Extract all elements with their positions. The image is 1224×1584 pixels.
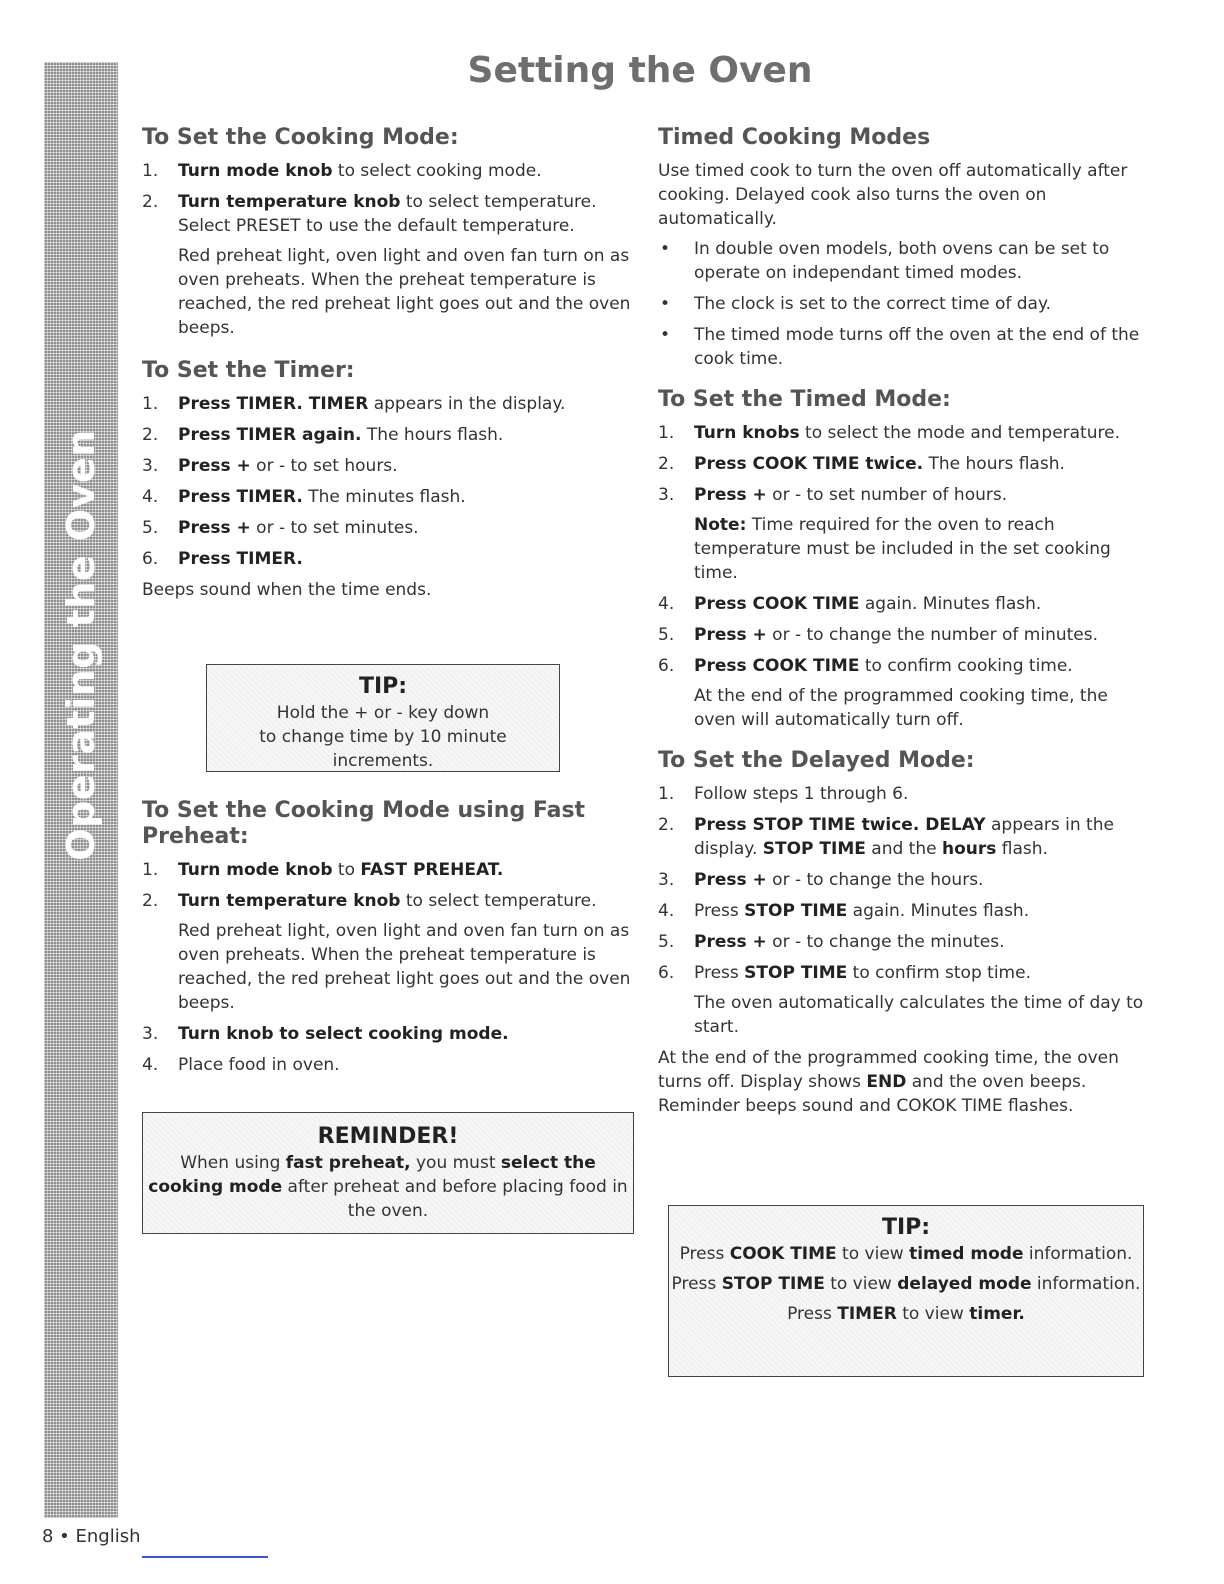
- tip-text-part: to view: [896, 1304, 970, 1324]
- delayed-mode-section: [658, 748, 1148, 1118]
- delayed-final-text: [658, 1046, 1148, 1118]
- step-action: Turn knob to select cooking mode.: [178, 1024, 509, 1044]
- tip-line: [669, 1272, 1143, 1296]
- step-number: 2.: [658, 454, 675, 474]
- reminder-title: REMINDER!: [317, 1124, 459, 1149]
- tip-text-part: information.: [1023, 1244, 1133, 1264]
- tip-bold-part: timed mode: [909, 1244, 1024, 1264]
- step-text: appears in the display.: [694, 815, 1114, 859]
- step-action: Press TIMER.: [178, 549, 303, 569]
- tip-box-modes: [668, 1205, 1144, 1377]
- step-action: Turn temperature knob: [178, 192, 401, 212]
- note-label: Note:: [694, 515, 747, 535]
- list-item: [142, 516, 632, 540]
- step-action: hours: [941, 839, 997, 859]
- step-number: 1.: [658, 784, 675, 804]
- step-action: Press STOP TIME twice. DELAY: [694, 815, 986, 835]
- page-footer: 8 • English: [42, 1526, 141, 1547]
- final-text-part: At the end of the programmed cooking time, the oven turns off. Display shows: [658, 1048, 1119, 1092]
- step-action: Press COOK TIME: [694, 656, 860, 676]
- step-number: 3.: [658, 485, 675, 505]
- right-column: [658, 125, 1148, 1124]
- step-text: flash.: [996, 839, 1048, 859]
- list-item: [658, 654, 1148, 732]
- step-number: 3.: [658, 870, 675, 890]
- list-item: [658, 592, 1148, 616]
- step-text: Place food in oven.: [178, 1055, 340, 1075]
- cooking-mode-steps: [142, 159, 632, 340]
- tip-title: TIP:: [881, 1215, 931, 1240]
- step-text: to confirm cooking time.: [859, 656, 1073, 676]
- list-item: [142, 190, 632, 340]
- list-item: [142, 1053, 632, 1077]
- timed-modes-heading: Timed Cooking Modes: [658, 125, 931, 150]
- step-text: again. Minutes flash.: [847, 901, 1030, 921]
- step-text: or - to set minutes.: [250, 518, 419, 538]
- step-action: Press TIMER again.: [178, 425, 362, 445]
- list-item: [658, 237, 1148, 285]
- tip-line: [669, 1302, 1143, 1326]
- bullet-text: The clock is set to the correct time of day.: [694, 294, 1052, 314]
- tip-text-part: to view: [824, 1274, 898, 1294]
- step-number: 2.: [142, 425, 159, 445]
- step-text: to select cooking mode.: [332, 161, 542, 181]
- list-item: [142, 485, 632, 509]
- step-text: The hours flash.: [923, 454, 1065, 474]
- timer-heading: To Set the Timer:: [142, 358, 355, 383]
- step-action: Press TIMER.: [178, 487, 303, 507]
- step-action: Press +: [178, 456, 251, 476]
- final-bold-part: END: [866, 1072, 907, 1092]
- step-number: 1.: [142, 161, 159, 181]
- timer-after-text: Beeps sound when the time ends.: [142, 580, 432, 600]
- delayed-mode-heading: To Set the Delayed Mode:: [658, 748, 975, 773]
- step-number: 6.: [658, 656, 675, 676]
- timed-note: [694, 513, 1148, 585]
- step-number: 5.: [658, 932, 675, 952]
- step-action: Press TIMER. TIMER: [178, 394, 369, 414]
- bullet-icon: •: [660, 239, 671, 259]
- list-item: [142, 423, 632, 447]
- step-number: 6.: [142, 549, 159, 569]
- step-number: 1.: [142, 394, 159, 414]
- step-number: 5.: [142, 518, 159, 538]
- reminder-bold-part: fast preheat,: [285, 1153, 411, 1173]
- step-number: 2.: [142, 891, 159, 911]
- list-item: [658, 813, 1148, 861]
- reminder-text-part: When using: [180, 1153, 286, 1173]
- bullet-text: In double oven models, both ovens can be set to operate on independant timed modes.: [694, 239, 1110, 283]
- timer-section: [142, 358, 632, 602]
- step-action: Turn mode knob: [178, 860, 333, 880]
- step-action: Turn knobs: [694, 423, 800, 443]
- step-action: FAST PREHEAT.: [360, 860, 504, 880]
- list-item: [658, 782, 1148, 806]
- tip-title: TIP:: [358, 674, 408, 699]
- timed-end-note: At the end of the programmed cooking time, the oven will automatically turn off.: [694, 686, 1108, 730]
- fast-preheat-steps: [142, 858, 632, 1077]
- cooking-mode-heading: To Set the Cooking Mode:: [142, 125, 459, 150]
- step-number: 6.: [658, 963, 675, 983]
- tip-line: increments.: [332, 751, 434, 771]
- tip-bold-part: COOK TIME: [729, 1244, 837, 1264]
- tip-box-timer: [206, 664, 560, 772]
- cooking-mode-section: [142, 125, 632, 340]
- reminder-text-part: after preheat and before placing food in the oven.: [282, 1177, 628, 1221]
- step-text: appears in the display.: [368, 394, 566, 414]
- list-item: [142, 1022, 632, 1046]
- step-number: 3.: [142, 1024, 159, 1044]
- step-text: and the: [865, 839, 942, 859]
- bullet-text: The timed mode turns off the oven at the end of the cook time.: [694, 325, 1140, 369]
- list-item: [658, 623, 1148, 647]
- reminder-text-part: you must: [410, 1153, 501, 1173]
- step-action: Press COOK TIME: [694, 594, 860, 614]
- step-number: 1.: [142, 860, 159, 880]
- step-text: to: [332, 860, 361, 880]
- step-text: or - to set hours.: [250, 456, 398, 476]
- step-text: or - to change the number of minutes.: [766, 625, 1099, 645]
- step-text: to select temperature. Select PRESET to use the default temperature.: [178, 192, 597, 236]
- step-action: Press COOK TIME twice.: [694, 454, 924, 474]
- final-text-part: and the oven beeps. Reminder beeps sound and COKOK TIME flashes.: [658, 1072, 1087, 1116]
- step-number: 4.: [658, 594, 675, 614]
- step-text: Press: [694, 963, 745, 983]
- step-text: Follow steps 1 through 6.: [694, 784, 909, 804]
- step-text: to confirm stop time.: [847, 963, 1031, 983]
- step-number: 4.: [142, 487, 159, 507]
- step-action: Turn mode knob: [178, 161, 333, 181]
- step-text: to select the mode and temperature.: [799, 423, 1120, 443]
- list-item: [658, 868, 1148, 892]
- delayed-note: The oven automatically calculates the time of day to start.: [694, 993, 1144, 1037]
- timed-mode-steps: [658, 421, 1148, 732]
- sidebar-label: Operating the Oven: [59, 429, 103, 861]
- step-action: Press +: [694, 932, 767, 952]
- step-action: Press +: [694, 870, 767, 890]
- step-text: again. Minutes flash.: [859, 594, 1042, 614]
- step-number: 5.: [658, 625, 675, 645]
- reminder-text: [143, 1151, 633, 1223]
- step-action: Press +: [694, 485, 767, 505]
- step-action: Turn temperature knob: [178, 891, 401, 911]
- tip-text-part: Press: [679, 1244, 730, 1264]
- list-item: [142, 159, 632, 183]
- step-action: STOP TIME: [762, 839, 866, 859]
- step-action: Press +: [178, 518, 251, 538]
- step-number: 4.: [142, 1055, 159, 1075]
- list-item: [658, 961, 1148, 1039]
- timed-modes-intro: Use timed cook to turn the oven off automatically after cooking. Delayed cook also turns the oven on automatically.: [658, 161, 1128, 229]
- timed-mode-heading: To Set the Timed Mode:: [658, 387, 951, 412]
- tip-text-part: Press: [787, 1304, 838, 1324]
- reminder-box: [142, 1112, 634, 1234]
- timer-steps: [142, 392, 632, 571]
- delayed-mode-steps: [658, 782, 1148, 1039]
- step-number: 4.: [658, 901, 675, 921]
- step-text: or - to change the hours.: [766, 870, 984, 890]
- step-action: STOP TIME: [744, 901, 848, 921]
- list-item: [142, 392, 632, 416]
- step-action: STOP TIME: [744, 963, 848, 983]
- fast-preheat-heading: To Set the Cooking Mode using Fast Preheat:: [142, 798, 586, 849]
- list-item: [142, 889, 632, 1015]
- step-text: or - to change the minutes.: [766, 932, 1005, 952]
- step-text: or - to set number of hours.: [766, 485, 1008, 505]
- step-text: The minutes flash.: [302, 487, 466, 507]
- tip-bold-part: STOP TIME: [721, 1274, 825, 1294]
- list-item: [658, 483, 1148, 585]
- tip-text-part: information.: [1031, 1274, 1141, 1294]
- tip-text-part: Press: [671, 1274, 722, 1294]
- tip-bold-part: TIMER: [837, 1304, 897, 1324]
- bullet-icon: •: [660, 325, 671, 345]
- list-item: [142, 454, 632, 478]
- list-item: [658, 323, 1148, 371]
- step-text: to select temperature.: [400, 891, 597, 911]
- tip-line: Hold the + or - key down: [276, 703, 490, 723]
- list-item: [658, 292, 1148, 316]
- list-item: [658, 452, 1148, 476]
- footer-rule: [142, 1556, 268, 1558]
- step-text: Press: [694, 901, 745, 921]
- list-item: [142, 858, 632, 882]
- step-number: 2.: [142, 192, 159, 212]
- timed-modes-section: [658, 125, 1148, 371]
- timed-mode-section: [658, 387, 1148, 732]
- tip-bold-part: delayed mode: [897, 1274, 1032, 1294]
- preheat-note: Red preheat light, oven light and oven fan turn on as oven preheats. When the preheat temperature is reached, the red preheat light goes out and the oven beeps.: [178, 921, 631, 1013]
- list-item: [658, 930, 1148, 954]
- list-item: [658, 899, 1148, 923]
- step-number: 3.: [142, 456, 159, 476]
- step-number: 2.: [658, 815, 675, 835]
- tip-line: to change time by 10 minute: [259, 727, 507, 747]
- tip-bold-part: timer.: [969, 1304, 1025, 1324]
- fast-preheat-section: [142, 798, 632, 1077]
- page-title: Setting the Oven: [467, 50, 813, 91]
- timed-modes-bullets: [658, 237, 1148, 371]
- bullet-icon: •: [660, 294, 671, 314]
- step-text: The hours flash.: [361, 425, 504, 445]
- left-column: [142, 125, 632, 1084]
- list-item: [658, 421, 1148, 445]
- tip-line: [669, 1242, 1143, 1266]
- step-action: Press +: [694, 625, 767, 645]
- tip-text-part: to view: [836, 1244, 910, 1264]
- reminder-bold-part: select the cooking mode: [148, 1153, 596, 1197]
- list-item: [142, 547, 632, 571]
- step-number: 1.: [658, 423, 675, 443]
- note-text: Time required for the oven to reach temperature must be included in the set cooking time.: [694, 515, 1111, 583]
- preheat-note: Red preheat light, oven light and oven fan turn on as oven preheats. When the preheat temperature is reached, the red preheat light goes out and the oven beeps.: [178, 246, 631, 338]
